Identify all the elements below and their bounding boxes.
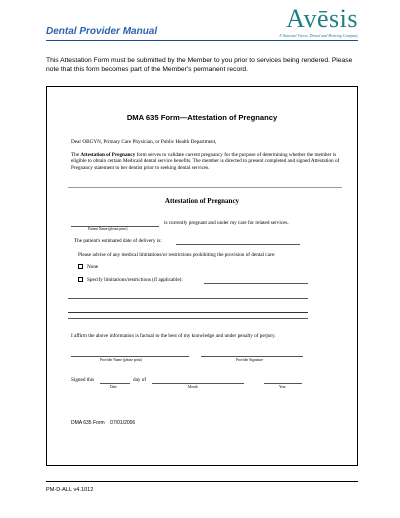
- footer-rule: [46, 481, 358, 482]
- avesis-logo: [246, 6, 358, 38]
- provider-name-label: Provider Name (please print): [100, 358, 142, 362]
- provider-name-field[interactable]: [71, 356, 189, 357]
- restriction-line-2[interactable]: [68, 312, 308, 313]
- form-id: DMA 635 Form 07/01/2006: [71, 420, 136, 426]
- patient-name-label: Patient Name (please print): [88, 227, 128, 231]
- provider-signature-field[interactable]: [201, 356, 303, 357]
- form-title: DMA 635 Form—Attestation of Pregnancy: [126, 113, 278, 122]
- logo-text: Avēsis: [286, 4, 358, 33]
- signed-this-label: Signed this: [71, 377, 95, 383]
- year-field[interactable]: [264, 383, 302, 384]
- date-label: Date: [110, 385, 117, 389]
- section-title: Attestation of Pregnancy: [164, 197, 240, 205]
- year-label: Year: [279, 385, 286, 389]
- month-field[interactable]: [152, 383, 244, 384]
- none-checkbox[interactable]: [78, 264, 83, 269]
- date-field[interactable]: [100, 383, 130, 384]
- logo-tagline: A National Vision, Dental and Hearing Company: [279, 33, 358, 38]
- month-label: Month: [188, 385, 198, 389]
- pregnant-statement: is currently pregnant and under my care for related services.: [164, 220, 289, 226]
- affirm-text: I affirm the above information is factual to the best of my knowledge and under penalty of perjury.: [71, 333, 276, 339]
- form-description-bold: Attestation of Pregnancy: [80, 152, 136, 158]
- specify-field[interactable]: [204, 283, 308, 284]
- due-date-field[interactable]: [176, 244, 300, 245]
- option-none-label: None: [87, 264, 99, 270]
- header-rule: [46, 40, 358, 41]
- salutation: Dear OBGYN, Primary Care Physician, or Public Health Department,: [71, 139, 217, 145]
- intro-text: This Attestation Form must be submitted by the Member to you prior to services being rendered. Please note that this form becomes part of the Member's permanent record.: [46, 57, 353, 73]
- restriction-line-1[interactable]: [68, 298, 308, 299]
- separator-line: [68, 187, 342, 188]
- option-specify-label: Specify limitations/restrictions (if applicable):: [87, 277, 183, 283]
- specify-checkbox[interactable]: [78, 277, 83, 282]
- restriction-line-3[interactable]: [68, 318, 308, 319]
- provider-signature-label: Provider Signature: [236, 358, 264, 362]
- manual-title: Dental Provider Manual: [46, 26, 158, 37]
- day-of-label: day of: [133, 377, 147, 383]
- due-date-label: The patient's estimated date of delivery is:: [74, 238, 162, 244]
- footer-code: PM-D-ALL v4.1012: [46, 487, 94, 493]
- form-description: The Attestation of Pregnancy form serves to validate current pregnancy for the purpose of determining whether the member is eligible to obtain certain Medicaid dental service benefits. The member is directed to present completed and signed Attestation of Pregnancy statement to her dentist prior to seeking dental services.: [71, 152, 340, 171]
- advise-text: Please advise of any medical limitations/or restrictions prohibiting the provision of dental care:: [78, 252, 276, 258]
